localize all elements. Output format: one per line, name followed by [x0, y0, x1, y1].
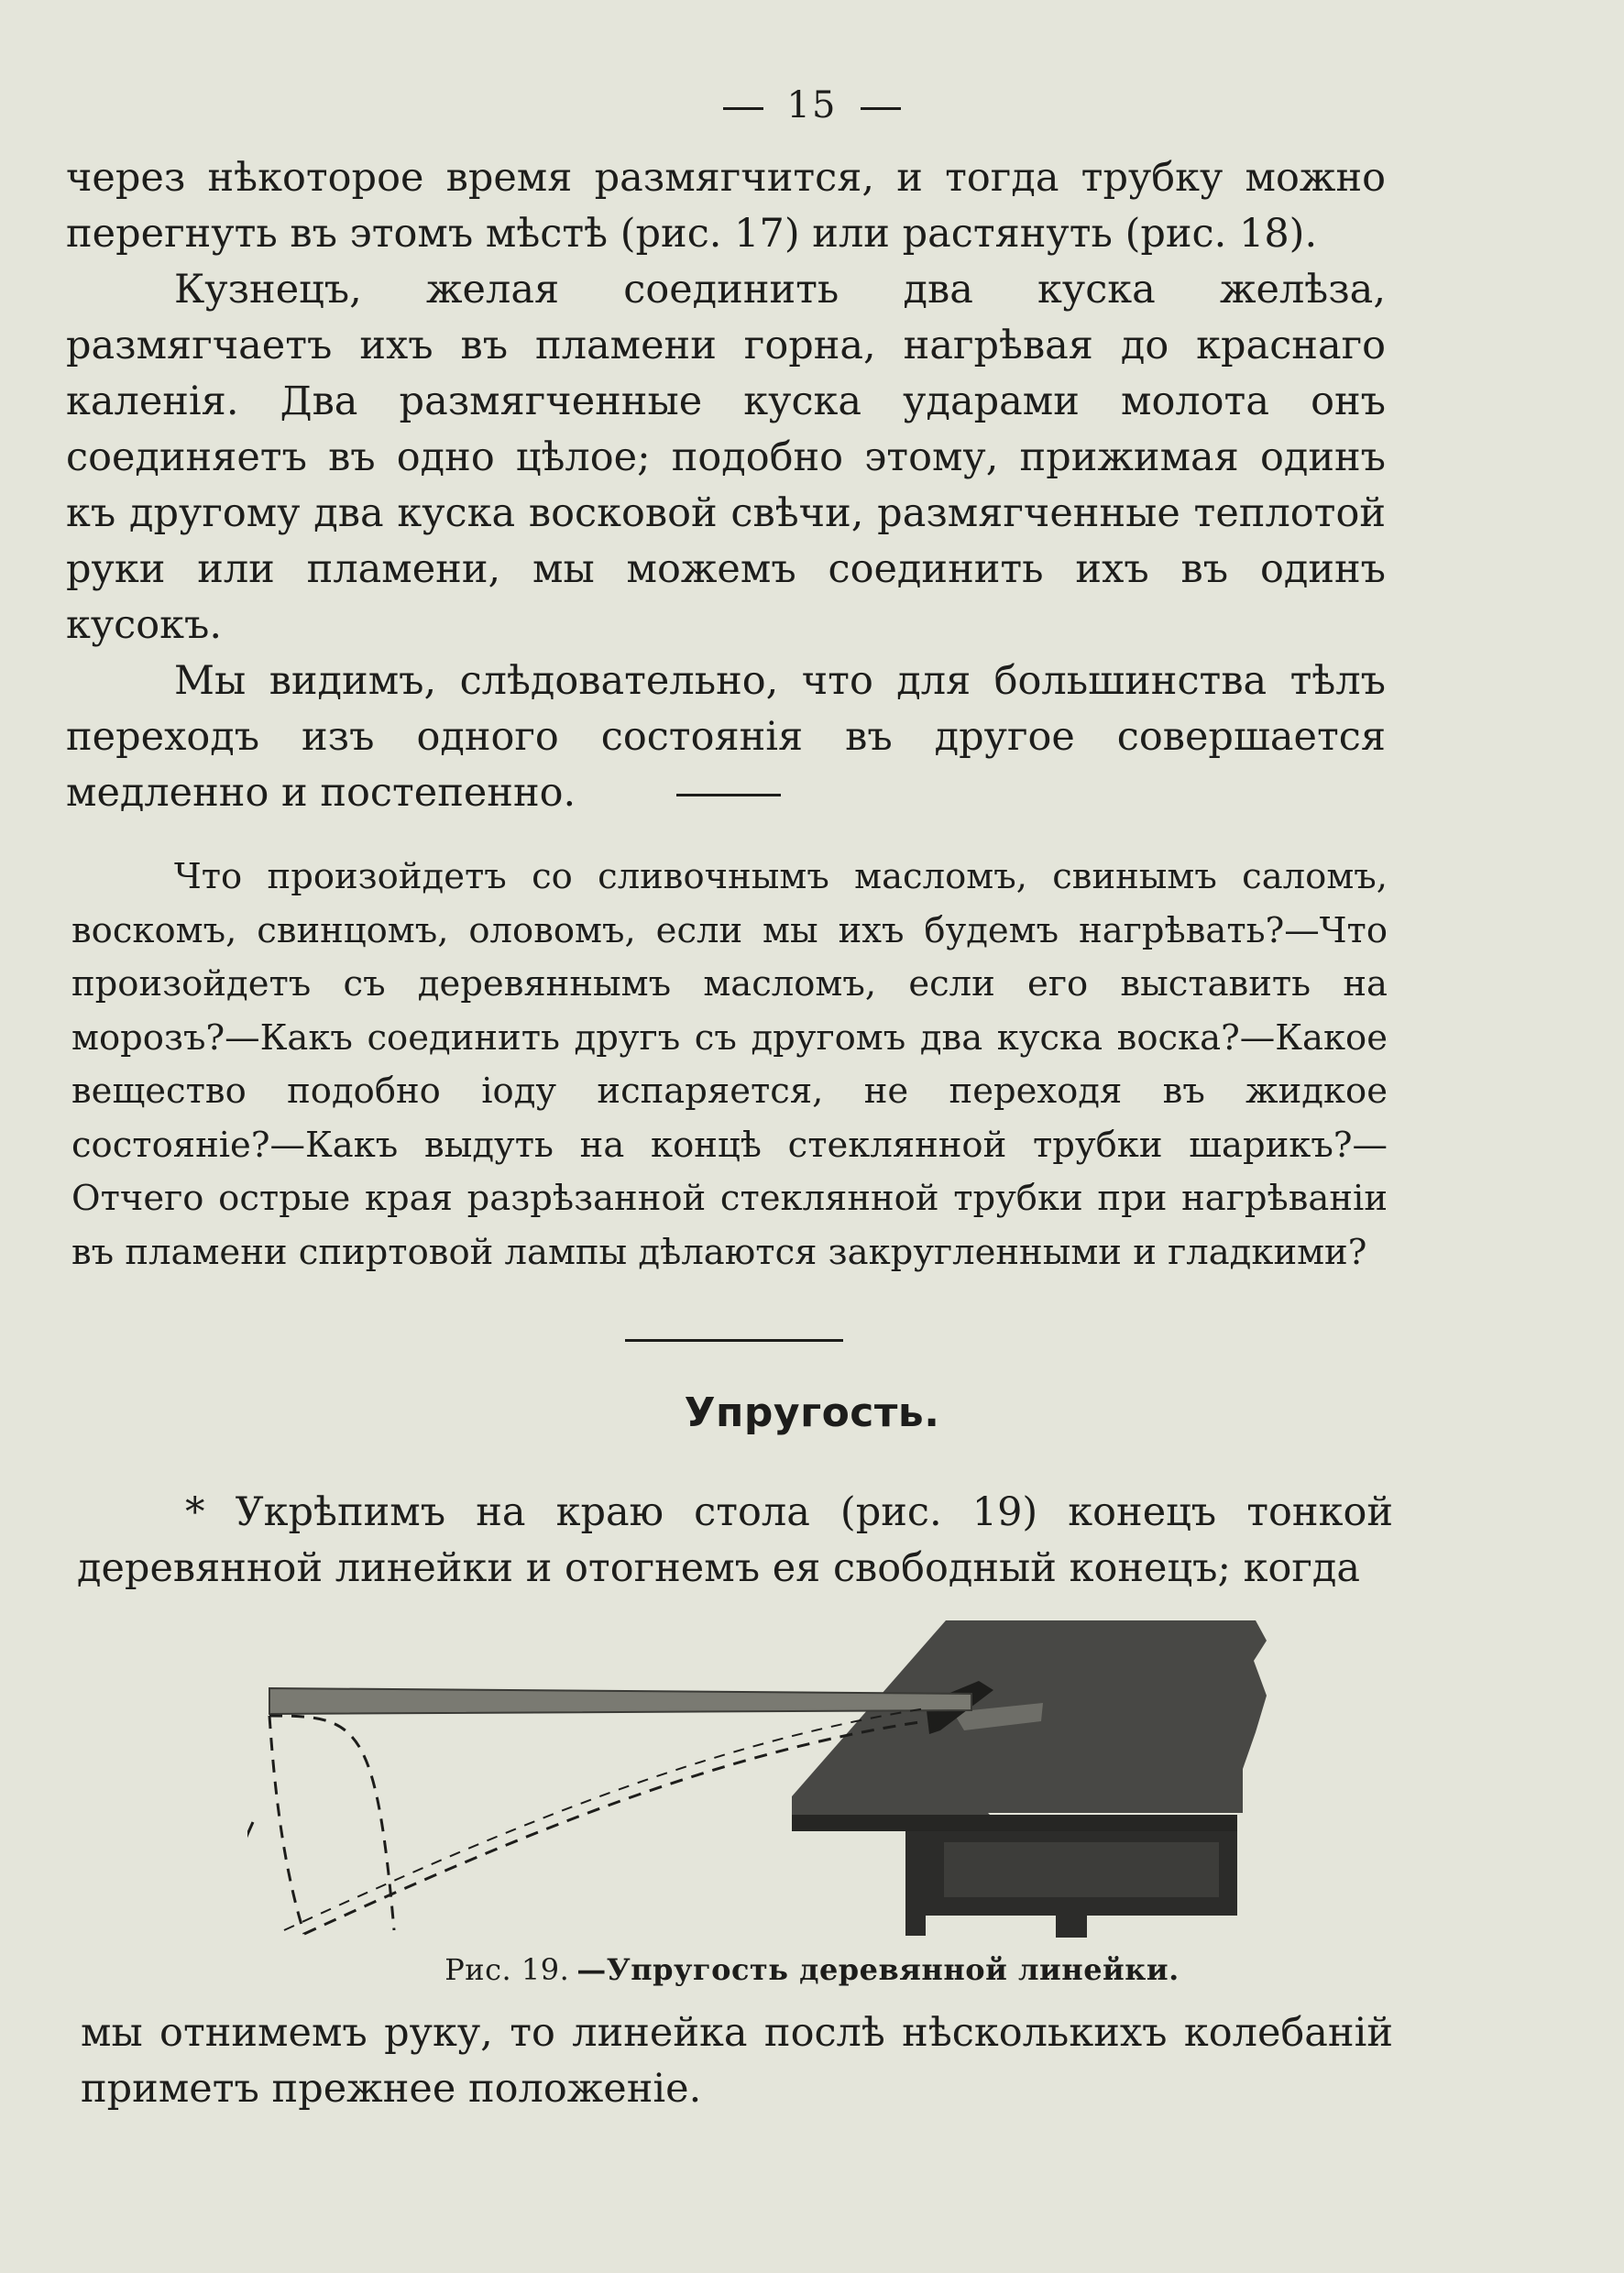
body-text-top: [66, 150, 1386, 821]
page-number-value: 15: [786, 84, 838, 126]
ruler: [269, 1688, 971, 1714]
paragraph: * Укрѣпимъ на краю стола (рис. 19) конецъ тонкой деревянной линейки и отогнемъ ея свободный конецъ; когда: [77, 1489, 1393, 1591]
questions-block: [71, 851, 1388, 1279]
questions-paragraph: Что произойдетъ со сливочнымъ масломъ, свинымъ саломъ, воскомъ, свинцомъ, оловомъ, если мы ихъ будемъ нагрѣвать?—Что произойдетъ съ деревяннымъ масломъ, если его выставить на морозъ?—Какъ соединить другъ съ другомъ два куска воска?—Какое вещество подобно іоду испаряется, не переходя въ жидкое состояніе?—Какъ выдуть на концѣ стеклянной трубки шарикъ?—Отчего острые края разрѣзанной стеклянной трубки при нагрѣваніи въ пламени спиртовой лампы дѣлаются закругленными и гладкими?: [71, 856, 1388, 1273]
section-divider-long: [625, 1339, 843, 1342]
ruler-bent-outline-edge: [269, 1716, 304, 1934]
figure-caption-ref: Рис. 19.: [444, 1952, 570, 1987]
table-edge: [792, 1815, 1237, 1831]
paragraph: Кузнецъ, желая соединить два куска желѣза, размягчаетъ ихъ въ пламени горна, нагрѣвая до краснаго каленія. Два размягченные куска ударами молота онъ соединяетъ въ одно цѣлое; подобно этому, прижимая одинъ къ другому два куска восковой свѣчи, размягченные теплотой руки или пламени, мы можемъ соединить ихъ въ одинъ кусокъ.: [66, 267, 1386, 648]
page-number: [0, 84, 1624, 126]
arrow-head-icon: [247, 1822, 253, 1839]
section-divider-short: [676, 794, 781, 796]
paragraph: через нѣкоторое время размягчится, и тогда трубку можно перегнуть въ этомъ мѣстѣ (рис. 17) или растянуть (рис. 18).: [66, 155, 1386, 257]
table-apron: [944, 1842, 1219, 1897]
figure-caption-text: —Упругость деревянной линейки.: [576, 1952, 1180, 1987]
paragraph: мы отнимемъ руку, то линейка послѣ нѣсколькихъ колебаній приметъ прежнее положеніе.: [81, 2010, 1393, 2112]
section-heading: Упругость.: [684, 1389, 940, 1436]
page-number-dash-right: [861, 107, 901, 110]
elasticity-end: [81, 2005, 1393, 2117]
figure-caption: [0, 1952, 1624, 1987]
table-foot: [1056, 1906, 1087, 1938]
elasticity-intro: [77, 1485, 1393, 1597]
paragraph: Мы видимъ, слѣдовательно, что для большинства тѣлъ переходъ изъ одного состоянія въ другое совершается медленно и постепенно.: [66, 658, 1386, 816]
figure-ruler-elasticity: [247, 1613, 1283, 1943]
page-number-dash-left: [723, 107, 763, 110]
ruler-bent-outline-outer: [269, 1716, 394, 1930]
